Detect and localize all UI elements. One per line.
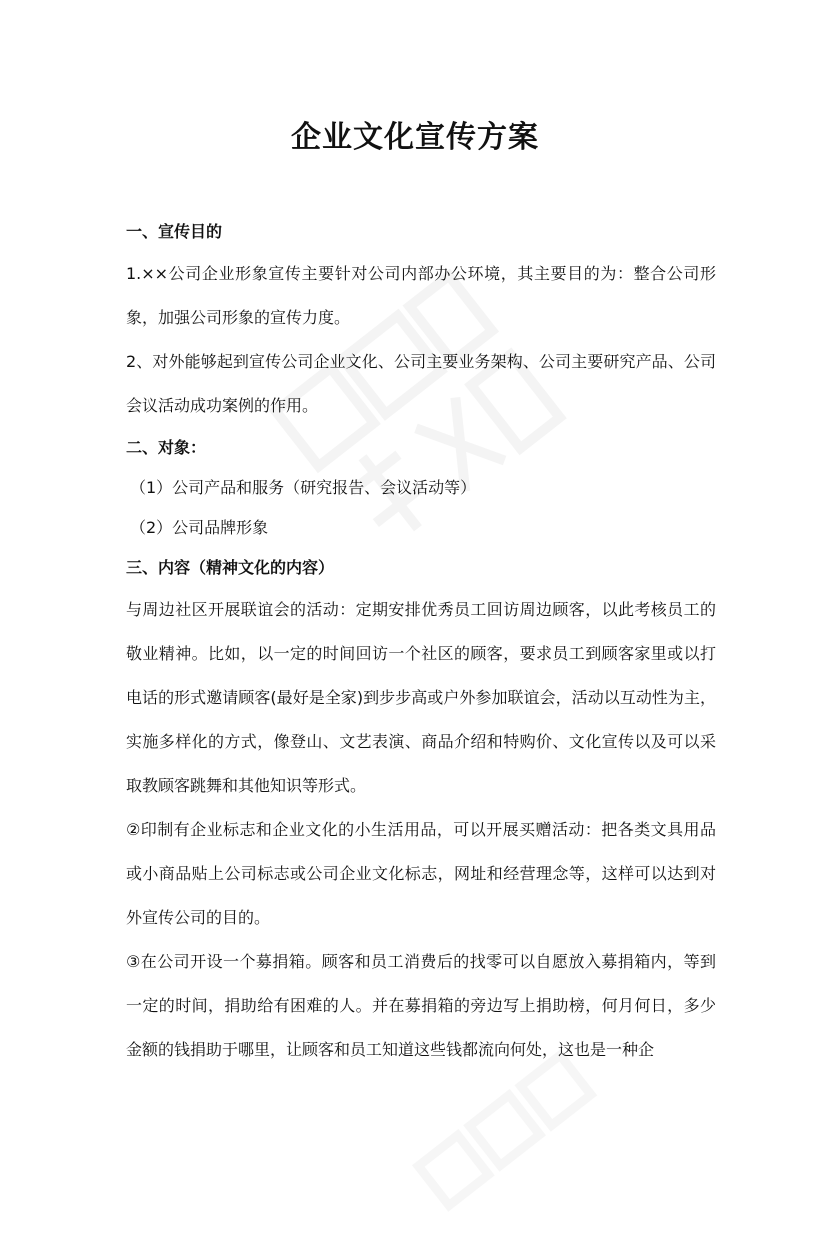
list-item-audience-1: （1）公司产品和服务（研究报告、会议活动等）	[130, 478, 477, 497]
watermark-logo-icon	[404, 1041, 635, 1259]
paragraph-content-3: ③在公司开设一个募捐箱。顾客和员工消费后的找零可以自愿放入募捐箱内，等到一定的时间，捐助给有困难的人。并在募捐箱的旁边写上捐助榜，何月何日，多少金额的钱捐助于哪里，让顾客和员工知道这些钱都流向何处，这也是一种企	[126, 952, 716, 1059]
list-item-audience-2: （2）公司品牌形象	[130, 518, 269, 537]
paragraph-content-1: 与周边社区开展联谊会的活动：定期安排优秀员工回访周边顾客，以此考核员工的敬业精神。比如，以一定的时间回访一个社区的顾客，要求员工到顾客家里或以打电话的形式邀请顾客(最好是全家)到步步高或户外参加联谊会，活动以互动性为主，实施多样化的方式，像登山、文艺表演、商品介绍和特购价、文化宣传以及可以采取教顾客跳舞和其他知识等形式。	[126, 600, 716, 795]
section-heading-audience: 二、对象：	[126, 438, 207, 457]
paragraph-purpose-1: 1.××公司企业形象宣传主要针对公司内部办公环境，其主要目的为：整合公司形象，加强公司形象的宣传力度。	[126, 264, 716, 327]
paragraph-content-2: ②印制有企业标志和企业文化的小生活用品，可以开展买赠活动：把各类文具用品或小商品贴上公司标志或公司企业文化标志，网址和经营理念等，这样可以达到对外宣传公司的目的。	[126, 820, 716, 927]
section-heading-purpose: 一、宣传目的	[126, 222, 223, 241]
paragraph-purpose-2: 2、对外能够起到宣传公司企业文化、公司主要业务架构、公司主要研究产品、公司会议活动成功案例的作用。	[126, 352, 716, 415]
document-title: 企业文化宣传方案	[291, 120, 539, 155]
section-heading-content: 三、内容（精神文化的内容）	[126, 558, 335, 577]
document-body	[126, 212, 716, 1072]
